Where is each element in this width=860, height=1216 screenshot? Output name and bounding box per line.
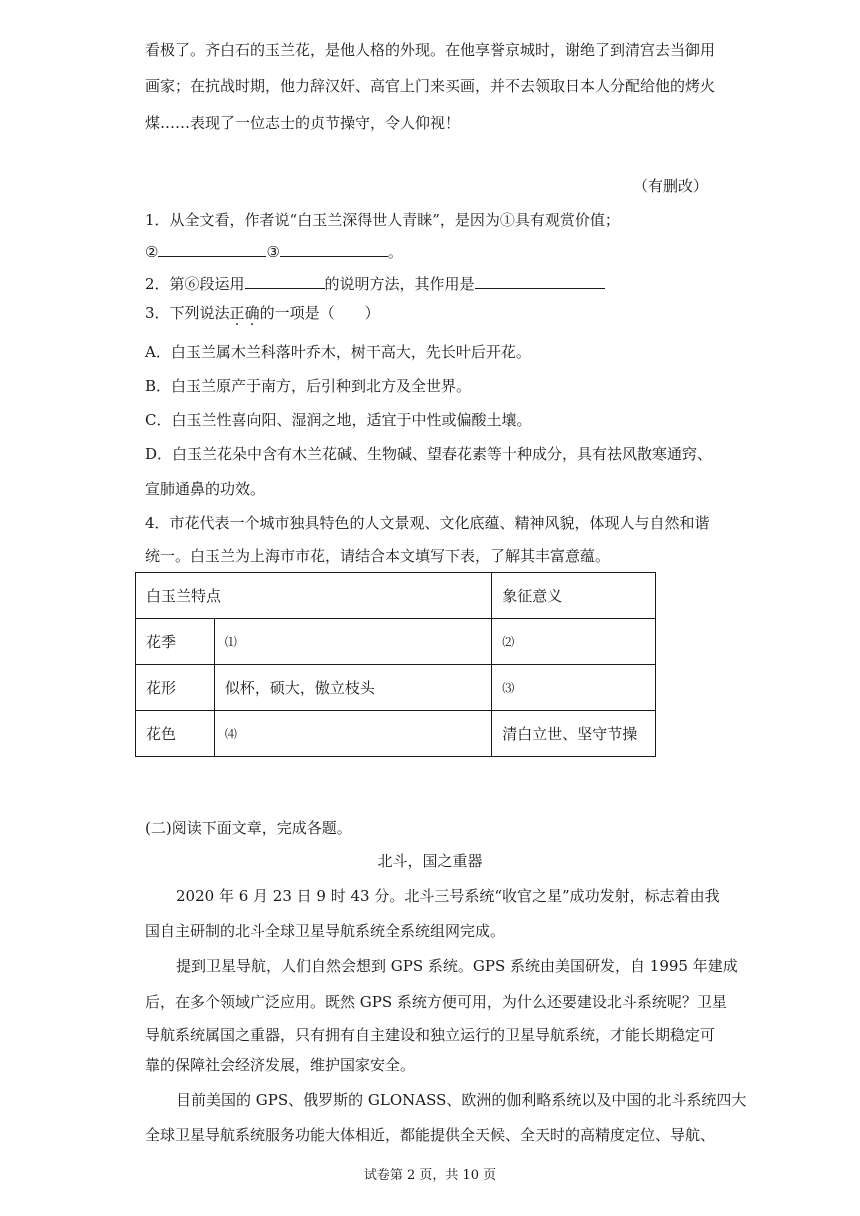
option-a[interactable]: A．白玉兰属木兰科落叶乔木，树干高大，先长叶后开花。	[145, 343, 531, 361]
table-cell-feature: 花季	[136, 619, 215, 665]
option-b[interactable]: B．白玉兰原产于南方，后引种到北方及全世界。	[145, 377, 472, 395]
table-cell-meaning[interactable]: ⑵	[492, 619, 656, 665]
article-line: 国自主研制的北斗全球卫星导航系统全系统组网完成。	[145, 922, 506, 940]
table-cell-desc[interactable]: ⑴	[214, 619, 491, 665]
sentence-end: 。	[387, 243, 403, 261]
option-c[interactable]: C．白玉兰性喜向阳、湿润之地，适宜于中性或偏酸土壤。	[145, 411, 532, 429]
article-line: 靠的保障社会经济发展，维护国家安全。	[145, 1056, 416, 1074]
table-cell-desc[interactable]: ⑷	[214, 711, 491, 757]
source-note: （有删改）	[632, 177, 708, 195]
question-3-text-a: 3．下列说法	[145, 304, 230, 322]
question-2-text-a: 2．第⑥段运用	[145, 275, 245, 293]
article-line: 导航系统属国之重器，只有拥有自主建设和独立运行的卫星导航系统，才能长期稳定可	[145, 1026, 716, 1044]
table-cell-feature: 花形	[136, 665, 215, 711]
table-header-row	[136, 573, 656, 619]
emphasis-char: 正	[229, 304, 245, 322]
blank-marker-3: ③	[266, 243, 280, 261]
article-line: 后，在多个领域广泛应用。既然 GPS 系统方便可用，为什么还要建设北斗系统呢？卫星	[145, 993, 727, 1011]
question-2	[145, 274, 605, 294]
table-row	[136, 711, 656, 757]
table-header-meaning: 象征意义	[492, 573, 656, 619]
question-4: 4．市花代表一个城市独具特色的人文景观、文化底蕴、精神风貌，体现人与自然和谐	[145, 514, 710, 532]
article-line: 目前美国的 GPS、俄罗斯的 GLONASS、欧洲的伽利略系统以及中国的北斗系统四大	[176, 1091, 747, 1109]
table-row	[136, 665, 656, 711]
table-cell-desc: 似杯，硕大，傲立枝头	[214, 665, 491, 711]
table-header-feature: 白玉兰特点	[136, 573, 492, 619]
question-1: 1．从全文看，作者说“白玉兰深得世人青睐”，是因为①具有观赏价值；	[145, 211, 620, 229]
question-3	[145, 303, 380, 323]
table-row	[136, 619, 656, 665]
passage-line: 煤……表现了一位志士的贞节操守，令人仰视！	[145, 114, 461, 132]
page-footer: 试卷第 2 页，共 10 页	[363, 1168, 497, 1183]
article-line: 2020 年 6 月 23 日 9 时 43 分。北斗三号系统“收官之星”成功发射，标志着由我	[176, 887, 720, 905]
answer-blank[interactable]	[475, 274, 605, 289]
blank-marker-2: ②	[145, 243, 159, 261]
article-line: 全球卫星导航系统服务功能大体相近，都能提供全天候、全天时的高精度定位、导航、	[145, 1126, 716, 1144]
table-cell-feature: 花色	[136, 711, 215, 757]
passage-line: 画家；在抗战时期，他力辞汉奸、高官上门来买画，并不去领取日本人分配给他的烤火	[145, 77, 716, 95]
answer-blank[interactable]	[158, 242, 266, 257]
table-cell-meaning[interactable]: ⑶	[492, 665, 656, 711]
answer-blank[interactable]	[245, 274, 325, 289]
passage-line: 看极了。齐白石的玉兰花，是他人格的外现。在他享誉京城时，谢绝了到清宫去当御用	[145, 41, 716, 59]
option-d-continued: 宣肺通鼻的功效。	[145, 480, 266, 498]
option-d[interactable]: D．白玉兰花朵中含有木兰花碱、生物碱、望春花素等十种成分，具有祛风散寒通窍、	[145, 445, 713, 463]
question-1-blanks	[145, 242, 403, 262]
answer-table	[135, 572, 656, 757]
emphasis-char: 确	[244, 304, 260, 322]
question-4-continued: 统一。白玉兰为上海市市花，请结合本文填写下表，了解其丰富意蕴。	[145, 547, 611, 565]
answer-blank[interactable]	[280, 242, 388, 257]
article-line: 提到卫星导航，人们自然会想到 GPS 系统。GPS 系统由美国研发，自 1995 年建成	[176, 957, 738, 975]
question-3-text-b: 的一项是（ ）	[259, 304, 380, 322]
question-2-text-b: 的说明方法，其作用是	[324, 275, 475, 293]
table-cell-meaning: 清白立世、坚守节操	[492, 711, 656, 757]
article-title: 北斗，国之重器	[377, 852, 483, 870]
section-intro: (二)阅读下面文章，完成各题。	[145, 819, 352, 837]
